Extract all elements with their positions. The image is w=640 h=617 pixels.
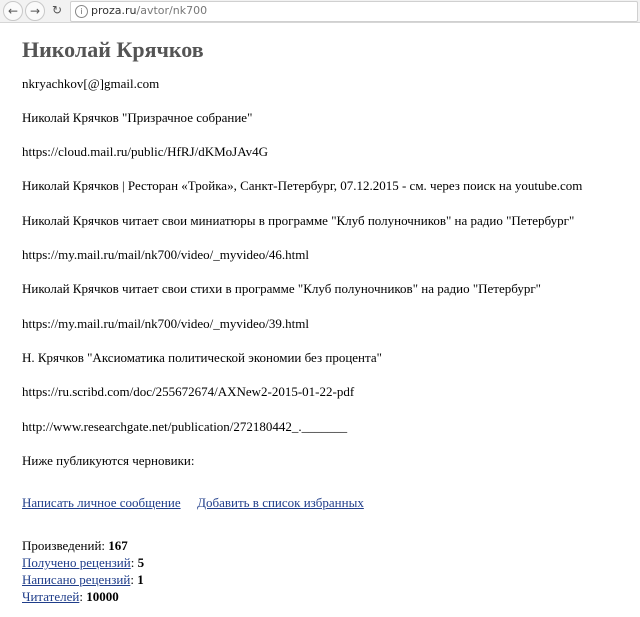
bio-line: http://www.researchgate.net/publication/272180442_._______: [22, 419, 348, 434]
bio-line-drafts: Ниже публикуются черновики:: [22, 453, 195, 468]
stat-works: Произведений: 167: [22, 538, 128, 553]
info-icon[interactable]: i: [75, 5, 88, 18]
author-name: Николай Крячков: [22, 37, 204, 62]
stat-written-reviews: Написано рецензий: 1: [22, 572, 144, 587]
stat-written-value: 1: [137, 572, 144, 587]
written-reviews-link[interactable]: Написано рецензий: [22, 572, 131, 587]
bio-line: https://cloud.mail.ru/public/HfRJ/dKMoJAv4G: [22, 144, 269, 159]
bio-line: Н. Крячков "Аксиоматика политической экономии без процента": [22, 350, 382, 365]
bio-line: https://my.mail.ru/mail/nk700/video/_myvideo/39.html: [22, 316, 309, 331]
write-message-link[interactable]: Написать личное сообщение: [22, 495, 181, 510]
reload-icon[interactable]: ↻: [51, 3, 63, 17]
readers-link[interactable]: Читателей: [22, 589, 80, 604]
stat-works-value: 167: [108, 538, 128, 553]
bio-line: Николай Крячков | Ресторан «Тройка», Санкт-Петербург, 07.12.2015 - см. через поиск на youtube.com: [22, 178, 583, 193]
add-favorites-link[interactable]: Добавить в список избранных: [197, 495, 364, 510]
bio-line: Николай Крячков "Призрачное собрание": [22, 110, 253, 125]
browser-toolbar: [0, 0, 640, 23]
url-path: /avtor/nk700: [136, 4, 208, 17]
stat-readers-value: 10000: [86, 589, 119, 604]
bio-line: Николай Крячков читает свои миниатюры в программе "Клуб полуночников" на радио "Петербург": [22, 213, 575, 228]
received-reviews-link[interactable]: Получено рецензий: [22, 555, 131, 570]
address-bar[interactable]: [70, 1, 638, 22]
bio-line-email: nkryachkov[@]gmail.com: [22, 76, 160, 91]
back-arrow-icon[interactable]: ←: [3, 1, 23, 21]
bio-line: Николай Крячков читает свои стихи в программе "Клуб полуночников" на радио "Петербург": [22, 281, 541, 296]
bio-line: https://my.mail.ru/mail/nk700/video/_myvideo/46.html: [22, 247, 309, 262]
author-page: [22, 30, 637, 604]
stat-received-value: 5: [137, 555, 145, 570]
forward-arrow-icon[interactable]: →: [25, 1, 45, 21]
address-url[interactable]: [91, 4, 207, 17]
stat-received-reviews: Получено рецензий: 5: [22, 555, 145, 570]
bio-line: https://ru.scribd.com/doc/255672674/AXNew2-2015-01-22-pdf: [22, 384, 355, 399]
stat-works-label: Произведений: [22, 538, 102, 553]
url-host: proza.ru: [91, 4, 137, 17]
author-stats: [22, 537, 144, 605]
author-actions: [22, 495, 364, 511]
stat-readers: Читателей: 10000: [22, 589, 119, 604]
